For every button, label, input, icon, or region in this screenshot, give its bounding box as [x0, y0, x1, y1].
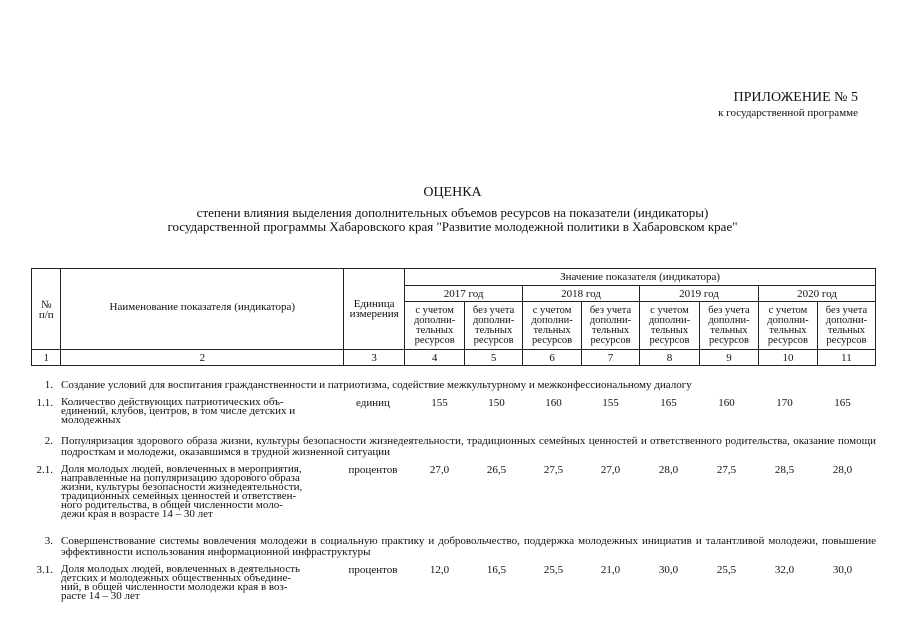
value-2018-with: 25,5 [543, 564, 564, 576]
section-title: Популяризация здорового образа жизни, культуры безопасности жизнедеятельности, традиционных семейных ценностей и ответственного родительства, оказание помощи подросткам и молодежи, оказавшимся в трудной жизненной ситуации [61, 435, 876, 458]
column-number: 9 [699, 350, 758, 366]
section-number: 3. [44, 535, 53, 547]
document-title: ОЦЕНКА [423, 185, 482, 200]
column-number: 1 [32, 350, 61, 366]
header-unit: Единица измерения [344, 269, 405, 350]
header-value-group: Значение показателя (индикатора) [405, 269, 876, 286]
value-2017-with: 12,0 [429, 564, 450, 576]
indicator-name: Доля молодых людей, вовлеченных в деятельность детских и молодежных общественных объедине- ний, в общей численности молодежи края в воз- расте 14 – 30 лет [61, 563, 301, 602]
value-2018-without: 155 [602, 397, 619, 409]
value-2020-without: 165 [834, 397, 851, 409]
row-number: 2.1. [36, 464, 53, 476]
row-number: 1.1. [36, 397, 53, 409]
value-2019-without: 27,5 [716, 464, 737, 476]
column-number: 3 [344, 350, 405, 366]
indicator-unit: процентов [348, 564, 398, 576]
header-without-resources: без учета дополни- тельных ресурсов [582, 302, 640, 350]
section-heading [31, 436, 876, 460]
header-with-resources: с учетом дополни- тельных ресурсов [758, 302, 817, 350]
value-2018-without: 27,0 [600, 464, 621, 476]
value-2017-with: 155 [431, 397, 448, 409]
section-title: Создание условий для воспитания гражданственности и патриотизма, содействие межкультурному и межконфессиональному диалогу [61, 379, 692, 391]
value-2019-without: 25,5 [716, 564, 737, 576]
appendix-title: ПРИЛОЖЕНИЕ № 5 [733, 90, 858, 105]
value-2017-with: 27,0 [429, 464, 450, 476]
document-subtitle-line: государственной программы Хабаровского края "Развитие молодежной политики в Хабаровском крае" [167, 219, 738, 234]
section-heading [31, 536, 876, 560]
indicator-row [31, 565, 876, 605]
value-2020-with: 28,5 [774, 464, 795, 476]
document-subtitle [60, 206, 845, 234]
column-number: 4 [405, 350, 465, 366]
section-number: 1. [44, 379, 53, 391]
value-2020-without: 28,0 [832, 464, 853, 476]
value-2020-with: 32,0 [774, 564, 795, 576]
column-number: 10 [758, 350, 817, 366]
value-2018-with: 27,5 [543, 464, 564, 476]
header-without-resources: без учета дополни- тельных ресурсов [817, 302, 875, 350]
indicator-row [31, 465, 876, 521]
column-number: 11 [817, 350, 875, 366]
value-2020-with: 170 [776, 397, 793, 409]
indicator-unit: единиц [356, 397, 390, 409]
column-number: 6 [523, 350, 582, 366]
section-number: 2. [44, 435, 53, 447]
header-with-resources: с учетом дополни- тельных ресурсов [640, 302, 700, 350]
indicator-unit: процентов [348, 464, 398, 476]
header-year-2020: 2020 год [758, 286, 875, 302]
indicator-table-header [31, 268, 876, 366]
value-2017-without: 16,5 [486, 564, 507, 576]
header-number: № п/п [32, 269, 61, 350]
header-with-resources: с учетом дополни- тельных ресурсов [523, 302, 582, 350]
row-number: 3.1. [36, 564, 53, 576]
indicator-row [31, 398, 876, 428]
indicator-name: Доля молодых людей, вовлеченных в мероприятия, направленные на популяризацию здорового образа жизни, культуры безопасности жизнедеятельности, традиционных семейных ценностей и ответствен- ного родительства, в общей численности моло- дежи края в возрасте 14 – 30 лет [61, 463, 303, 520]
value-2018-with: 160 [545, 397, 562, 409]
appendix-subtitle: к государственной программе [718, 107, 858, 119]
column-number: 7 [582, 350, 640, 366]
value-2017-without: 26,5 [486, 464, 507, 476]
column-number: 8 [640, 350, 700, 366]
value-2019-without: 160 [718, 397, 735, 409]
header-without-resources: без учета дополни- тельных ресурсов [699, 302, 758, 350]
header-year-2018: 2018 год [523, 286, 640, 302]
column-number: 2 [61, 350, 344, 366]
value-2017-without: 150 [488, 397, 505, 409]
appendix-block [718, 90, 858, 120]
value-2018-without: 21,0 [600, 564, 621, 576]
indicator-name: Количество действующих патриотических объ- единений, клубов, центров, в том числе детских и молодежных [61, 396, 296, 426]
header-with-resources: с учетом дополни- тельных ресурсов [405, 302, 465, 350]
document-subtitle-line: степени влияния выделения дополнительных объемов ресурсов на показатели (индикаторы) [196, 205, 709, 220]
column-number: 5 [465, 350, 523, 366]
value-2019-with: 28,0 [658, 464, 679, 476]
header-indicator-name: Наименование показателя (индикатора) [61, 269, 344, 350]
value-2019-with: 165 [660, 397, 677, 409]
header-year-2017: 2017 год [405, 286, 523, 302]
section-title: Совершенствование системы вовлечения молодежи в социальную практику и добровольчество, поддержка молодежных инициатив и талантливой молодежи, повышение эффективности использования информационной инфраструктуры [61, 535, 876, 558]
value-2019-with: 30,0 [658, 564, 679, 576]
header-without-resources: без учета дополни- тельных ресурсов [465, 302, 523, 350]
section-heading [31, 380, 876, 392]
value-2020-without: 30,0 [832, 564, 853, 576]
header-year-2019: 2019 год [640, 286, 759, 302]
